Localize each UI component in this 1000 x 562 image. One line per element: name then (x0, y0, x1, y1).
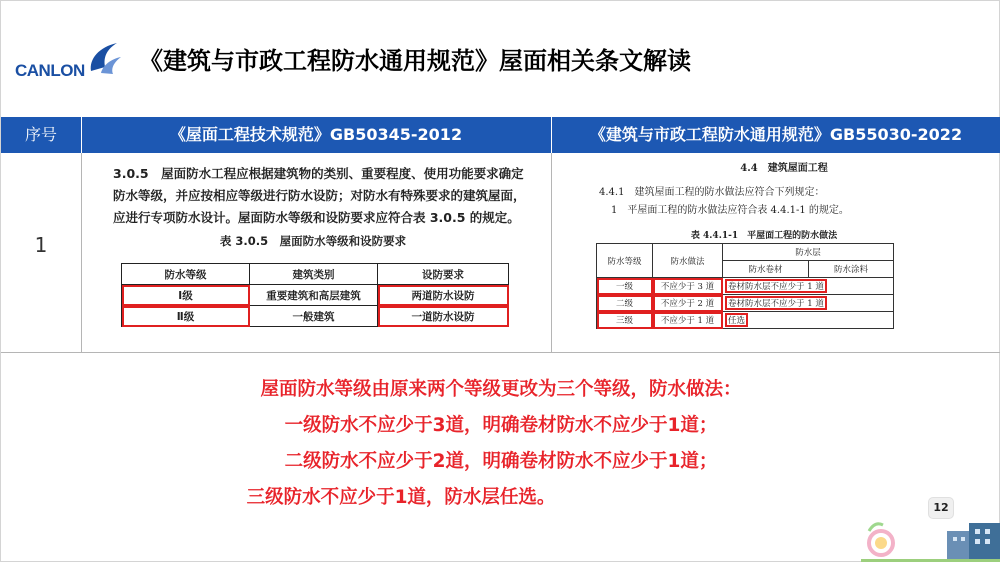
column-divider (551, 153, 552, 353)
table-row (597, 244, 894, 261)
page-title: 《建筑与市政工程防水通用规范》屋面相关条文解读 (139, 47, 691, 75)
table-cell: 一般建筑 (250, 306, 378, 327)
table-cell: 不应少于 3 道 (653, 278, 723, 295)
table-row (122, 306, 509, 327)
conclusion-line-1: 屋面防水等级由原来两个等级更改为三个等级，防水做法： (260, 379, 742, 400)
table-cell: 防水卷材 (723, 261, 809, 278)
right-clause-2: 1 平屋面工程的防水做法应符合表 4.4.1-1 的规定。 (611, 205, 849, 216)
table-row (597, 278, 894, 295)
row-number: 1 (34, 233, 48, 257)
left-excerpt-paragraph: 3.0.5 屋面防水工程应根据建筑物的类别、重要程度、使用功能要求确定防水等级，并应按相应等级进行防水设防；对防水有特殊要求的建筑屋面，应进行专项防水设计。屋面防水等级和设防要求应符合表 3.0.5 的规定。 (113, 166, 526, 225)
table-cell (723, 295, 894, 312)
table-cell: 重要建筑和高层建筑 (250, 285, 378, 306)
table-cell: 不应少于 1 道 (653, 312, 723, 329)
header-right-standard: 《建筑与市政工程防水通用规范》GB55030-2022 (589, 125, 963, 144)
highlight-box: 任选 (725, 313, 748, 327)
right-excerpt (599, 159, 989, 241)
comparison-table (1, 117, 1000, 353)
highlight-box: 卷材防水层不应少于 1 道 (725, 279, 827, 293)
header-seq: 序号 (24, 125, 57, 144)
table-cell: 防水涂料 (809, 261, 894, 278)
highlight-box: 卷材防水层不应少于 1 道 (725, 296, 827, 310)
table-cell (723, 312, 894, 329)
table-cell: Ⅰ级 (122, 285, 250, 306)
column-divider (81, 153, 82, 353)
table-cell: Ⅱ级 (122, 306, 250, 327)
decorative-building-graphic-icon (861, 501, 1000, 562)
table-cell: 两道防水设防 (378, 285, 509, 306)
conclusion-line-4: 三级防水不应少于1道，防水层任选。 (246, 487, 556, 508)
table-cell: 二级 (597, 295, 653, 312)
table-row (122, 285, 509, 306)
table-cell: 设防要求 (378, 264, 509, 285)
table-cell: 不应少于 2 道 (653, 295, 723, 312)
table-row (122, 264, 509, 285)
table-cell: 建筑类别 (250, 264, 378, 285)
right-table-caption: 表 4.4.1-1 平屋面工程的防水做法 (690, 231, 838, 241)
table-cell: 一级 (597, 278, 653, 295)
conclusion-line-2: 一级防水不应少于3道，明确卷材防水不应少于1道； (284, 415, 718, 436)
page-number: 12 (928, 497, 954, 519)
table-row (597, 295, 894, 312)
table-header (1, 117, 1000, 153)
logo-swoosh-icon (83, 41, 123, 75)
table-cell: 防水层 (723, 244, 894, 261)
left-grade-table (121, 263, 509, 327)
right-section-heading: 4.4 建筑屋面工程 (740, 163, 828, 174)
table-cell (723, 278, 894, 295)
left-table-caption: 表 3.0.5 屋面防水等级和设防要求 (219, 234, 407, 248)
logo-text: CANLON (15, 61, 85, 80)
conclusion-line-3: 二级防水不应少于2道，明确卷材防水不应少于1道； (284, 451, 718, 472)
table-cell: 防水等级 (122, 264, 250, 285)
right-grade-table (596, 243, 894, 329)
table-cell: 一道防水设防 (378, 306, 509, 327)
table-cell: 防水等级 (597, 244, 653, 278)
company-logo (15, 41, 125, 83)
table-row (597, 312, 894, 329)
left-excerpt (113, 163, 533, 249)
right-clause-1: 4.4.1 建筑屋面工程的防水做法应符合下列规定： (599, 187, 825, 198)
table-cell: 三级 (597, 312, 653, 329)
header-left-standard: 《屋面工程技术规范》GB50345-2012 (169, 125, 463, 144)
table-cell: 防水做法 (653, 244, 723, 278)
table-row (1, 153, 1000, 353)
